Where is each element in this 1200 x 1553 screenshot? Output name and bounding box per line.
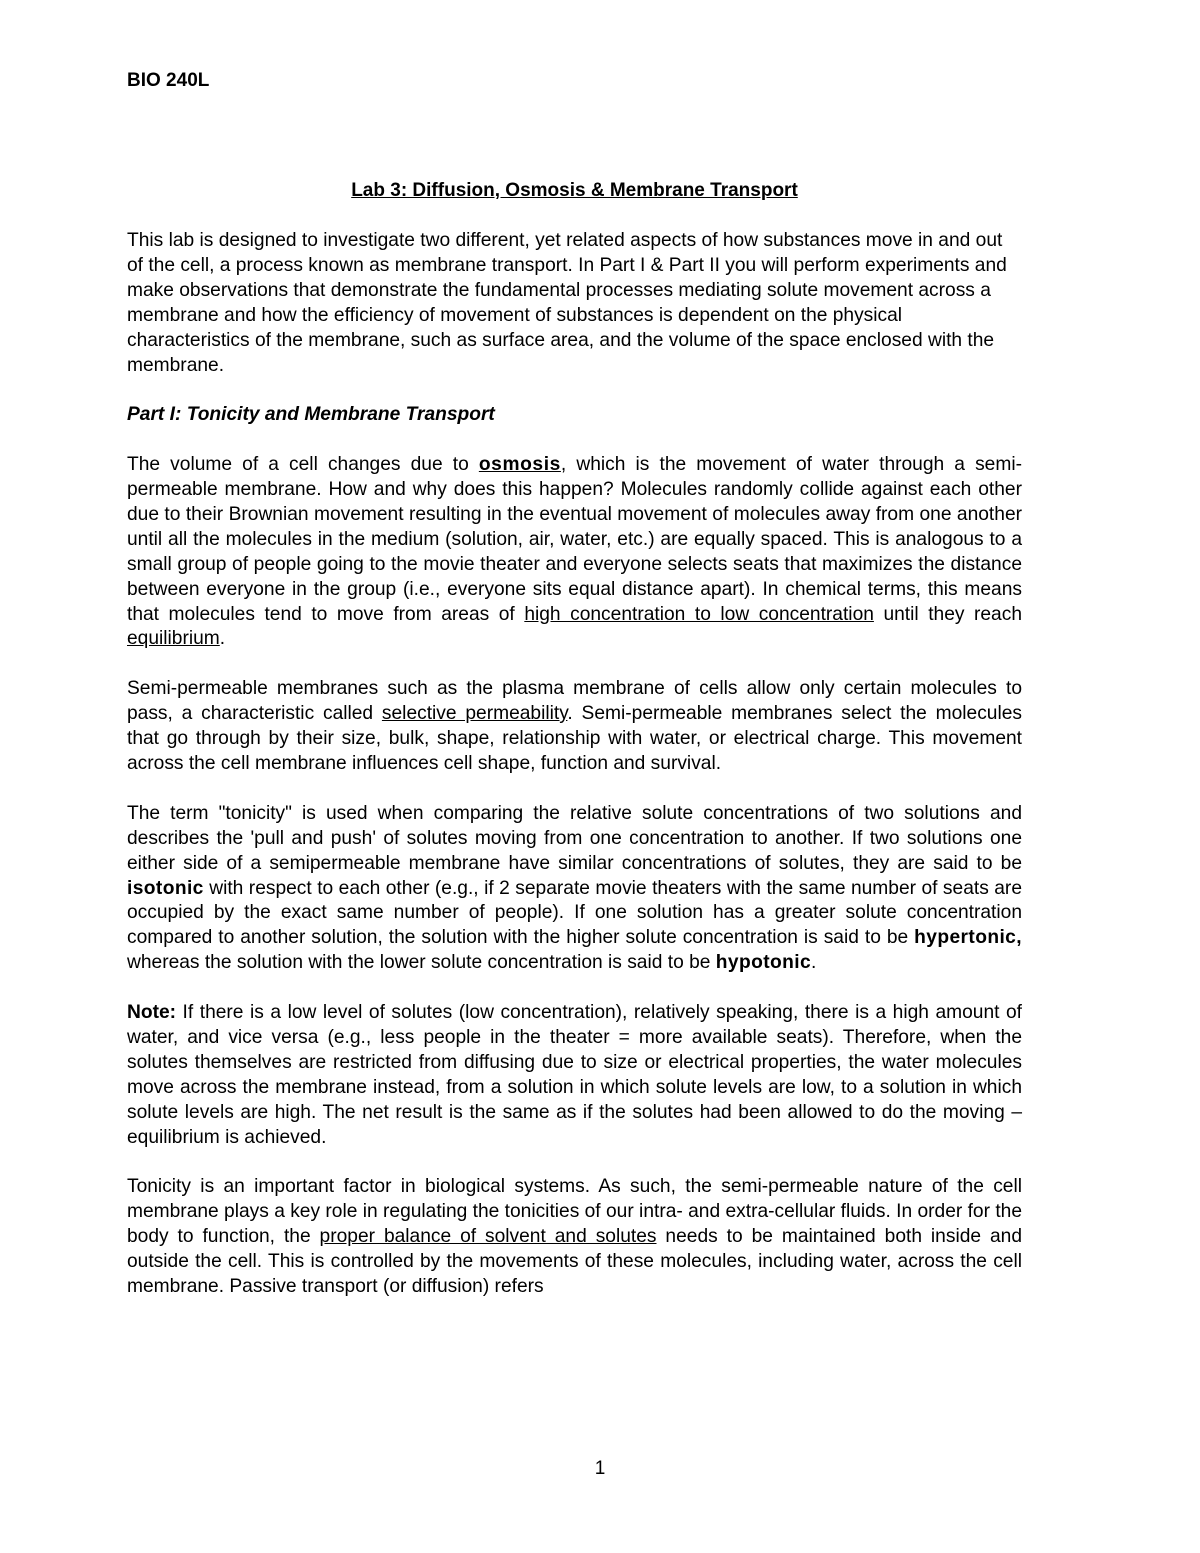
document-body [127,229,1022,1325]
text-run: The term "tonicity" is used when comparing the relative solute concentrations of two solutions and describes the 'pull and push' of solutes moving from one concentration to another. If two solutions one either side of a semipermeable membrane have similar concentrations of solutes, they are said to be [127,802,1022,874]
text-run: . [811,952,817,974]
text-run: Semi-permeable membranes such as the plasma membrane of cells allow only certain molecules to pass, a characteristic called [127,678,1022,725]
term-concentration-gradient: high concentration to low concentration [524,603,874,625]
text-run: The volume of a cell changes due to [127,454,479,476]
course-header: BIO 240L [127,70,210,91]
tonicity-importance-paragraph [127,1175,1022,1300]
tonicity-paragraph [127,802,1022,976]
text-run: whereas the solution with the lower solute concentration is said to be [127,952,716,974]
term-hypertonic: hypertonic, [914,927,1022,949]
permeability-paragraph [127,677,1022,777]
text-run: needs to be maintained both inside and outside the cell. This is controlled by the movements of these molecules, including water, across the cell membrane. Passive transport (or diffusion) refers [127,1226,1023,1297]
lab-title: Lab 3: Diffusion, Osmosis & Membrane Transport [351,180,798,201]
note-label: Note: [127,1002,177,1024]
part-1-heading: Part I: Tonicity and Membrane Transport [127,404,495,426]
part-1-heading-block [127,403,1022,428]
term-hypotonic: hypotonic [715,952,812,974]
text-run: until they reach [873,603,1022,625]
page-number: 1 [594,1458,606,1479]
text-run: Tonicity is an important factor in biological systems. As such, the semi-permeable nature of the cell membrane plays a key role in regulating the tonicities of our intra- and extra-cellular fluids. In order for the body to function, the [127,1176,1022,1248]
term-isotonic: isotonic [127,877,204,899]
osmosis-paragraph [127,453,1022,652]
term-osmosis: osmosis [478,454,561,476]
intro-paragraph: This lab is designed to investigate two different, yet related aspects of how substances move in and out of the cell, a process known as membrane transport. In Part I & Part II you will perform experiments and make observations that demonstrate the fundamental processes mediating solute movement across a membrane and how the efficiency of movement of substances is dependent on the physical characteristics of the membrane, such as surface area, and the volume of the space enclosed with the membrane. [127,230,1007,376]
term-proper-balance: proper balance of solvent and solutes [319,1226,657,1248]
text-run: . Semi-permeable membranes select the molecules that go through by their size, bulk, shape, relationship with water, or electrical charge. This movement across the cell membrane influences cell shape, function and survival. [127,703,1023,774]
note-paragraph [127,1001,1022,1150]
text-run: with respect to each other (e.g., if 2 separate movie theaters with the same number of seats are occupied by the exact same number of people). If one solution has a greater solute concentration compared to another solution, the solution with the higher solute concentration is said to be [127,877,1022,949]
text-run: If there is a low level of solutes (low concentration), relatively speaking, there is a high amount of water, and vice versa (e.g., less people in the theater = more available seats). Therefore, when the solutes themselves are restricted from diffusing due to size or electrical properties, the water molecules move across the membrane instead, from a solution in which solute levels are low, to a solution in which solute levels are high. The net result is the same as if the solutes had been allowed to do the moving – equilibrium is achieved. [127,1002,1022,1148]
term-equilibrium: equilibrium [127,628,220,650]
text-run: , which is the movement of water through a semi-permeable membrane. How and why does this happen? Molecules randomly collide against each other due to their Brownian movement resulting in the eventual movement of molecules away from one another until all the molecules in the medium (solution, air, water, etc.) are equally spaced. This is analogous to a small group of people going to the movie theater and everyone selects seats that maximizes the distance between everyone in the group (i.e., everyone sits equal distance apart). In chemical terms, this means that molecules tend to move from areas of [127,454,1022,625]
term-selective-permeability: selective permeability [381,703,568,725]
text-run: . [219,628,226,650]
